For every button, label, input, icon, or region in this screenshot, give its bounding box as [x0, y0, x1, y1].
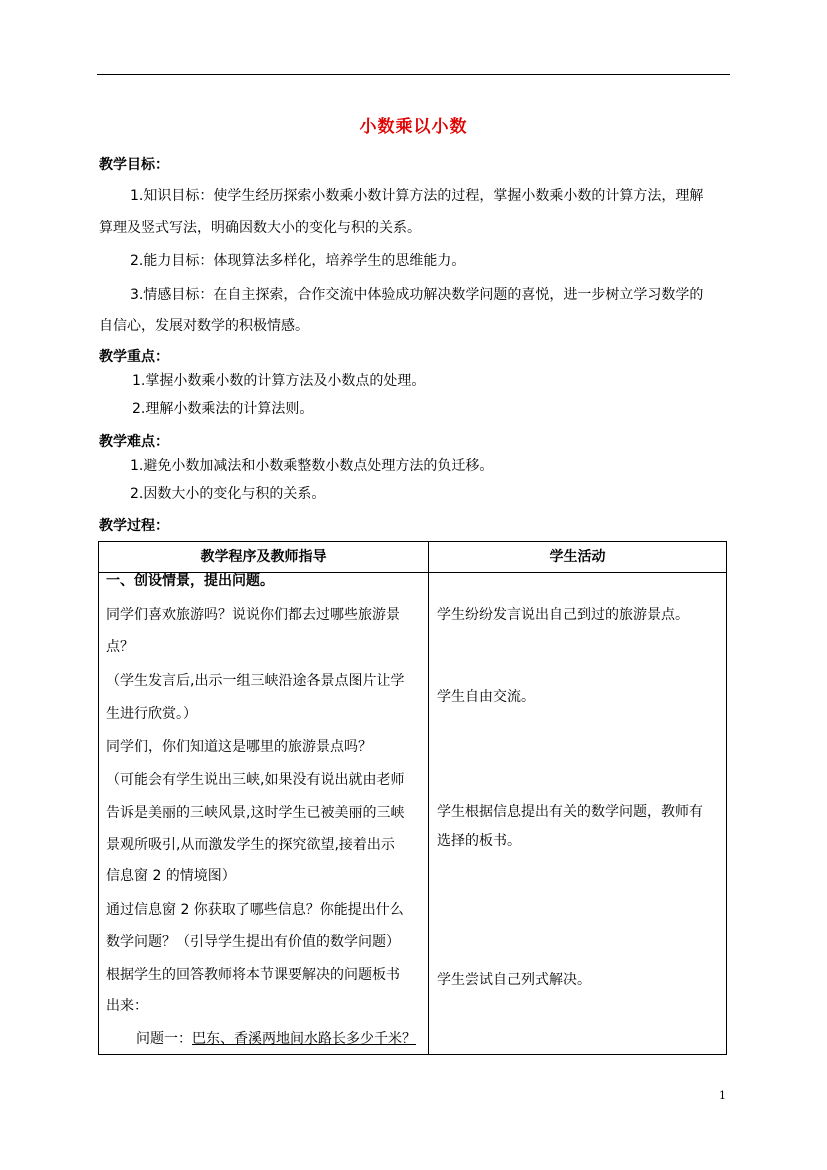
- key-point-item: 1.掌握小数乘小数的计算方法及小数点的处理。: [132, 373, 426, 389]
- header-rule: [97, 74, 730, 75]
- process-heading: 教学过程：: [99, 518, 169, 534]
- goal-item: 1.知识目标：使学生经历探索小数乘小数计算方法的过程，掌握小数乘小数的计算方法，理解: [130, 188, 704, 204]
- student-activity: 选择的板书。: [437, 833, 521, 849]
- teacher-line: 数学问题？（引导学生提出有价值的数学问题）: [106, 934, 400, 950]
- student-activity: 学生根据信息提出有关的数学问题，教师有: [437, 804, 703, 820]
- page-number: 1: [719, 1089, 726, 1102]
- student-activity: 学生纷纷发言说出自己到过的旅游景点。: [437, 607, 689, 623]
- teacher-line: 同学们喜欢旅游吗？说说你们都去过哪些旅游景: [106, 607, 400, 623]
- table-header-student: 学生活动: [549, 549, 606, 565]
- teacher-line: 通过信息窗 2 你获取了哪些信息？你能提出什么: [106, 902, 404, 918]
- key-points-heading: 教学重点：: [99, 349, 169, 365]
- difficulty-item: 1.避免小数加减法和小数乘整数小数点处理方法的负迁移。: [130, 458, 494, 474]
- teacher-line: 生进行欣赏。）: [106, 706, 197, 722]
- table-column-divider: [428, 542, 429, 1054]
- teacher-line: 信息窗 2 的情境图）: [106, 868, 236, 884]
- teacher-line: （可能会有学生说出三峡,如果没有说出就由老师: [106, 772, 405, 788]
- goals-heading: 教学目标：: [99, 157, 169, 173]
- key-point-item: 2.理解小数乘法的计算法则。: [132, 401, 314, 417]
- teacher-line: 点？: [106, 639, 134, 655]
- teacher-line: （学生发言后,出示一组三峡沿途各景点图片让学: [106, 673, 405, 689]
- teacher-line: 出来：: [106, 998, 148, 1014]
- teacher-line: 根据学生的回答教师将本节课要解决的问题板书: [106, 967, 400, 983]
- teacher-line: 告诉是美丽的三峡风景,这时学生已被美丽的三峡: [106, 805, 405, 821]
- goal-item: 自信心，发展对数学的积极情感。: [99, 318, 309, 334]
- teacher-line: 同学们，你们知道这是哪里的旅游景点吗？: [106, 739, 372, 755]
- goal-item: 3.情感目标：在自主探索，合作交流中体验成功解决数学问题的喜悦，进一步树立学习数学的: [130, 287, 704, 303]
- difficulty-item: 2.因数大小的变化与积的关系。: [130, 486, 326, 502]
- teacher-line: 景观所吸引,从而激发学生的探究欲望,接着出示: [106, 837, 395, 853]
- goal-item: 2.能力目标：体现算法多样化，培养学生的思维能力。: [130, 253, 466, 269]
- question-text: 巴东、香溪两地间水路长多少千米？: [192, 1031, 416, 1047]
- goal-item: 算理及竖式写法，明确因数大小的变化与积的关系。: [99, 220, 421, 236]
- table-section-title: 一、创设情景，提出问题。: [106, 573, 274, 589]
- question-line: [136, 1024, 416, 1054]
- process-table: [98, 541, 727, 1055]
- table-header-teacher: 教学程序及教师指导: [200, 549, 327, 565]
- question-label: 问题一：: [136, 1031, 192, 1047]
- student-activity: 学生自由交流。: [437, 689, 535, 705]
- page-title: 小数乘以小数: [359, 117, 468, 137]
- student-activity: 学生尝试自己列式解决。: [437, 972, 591, 988]
- difficulties-heading: 教学难点：: [99, 434, 169, 450]
